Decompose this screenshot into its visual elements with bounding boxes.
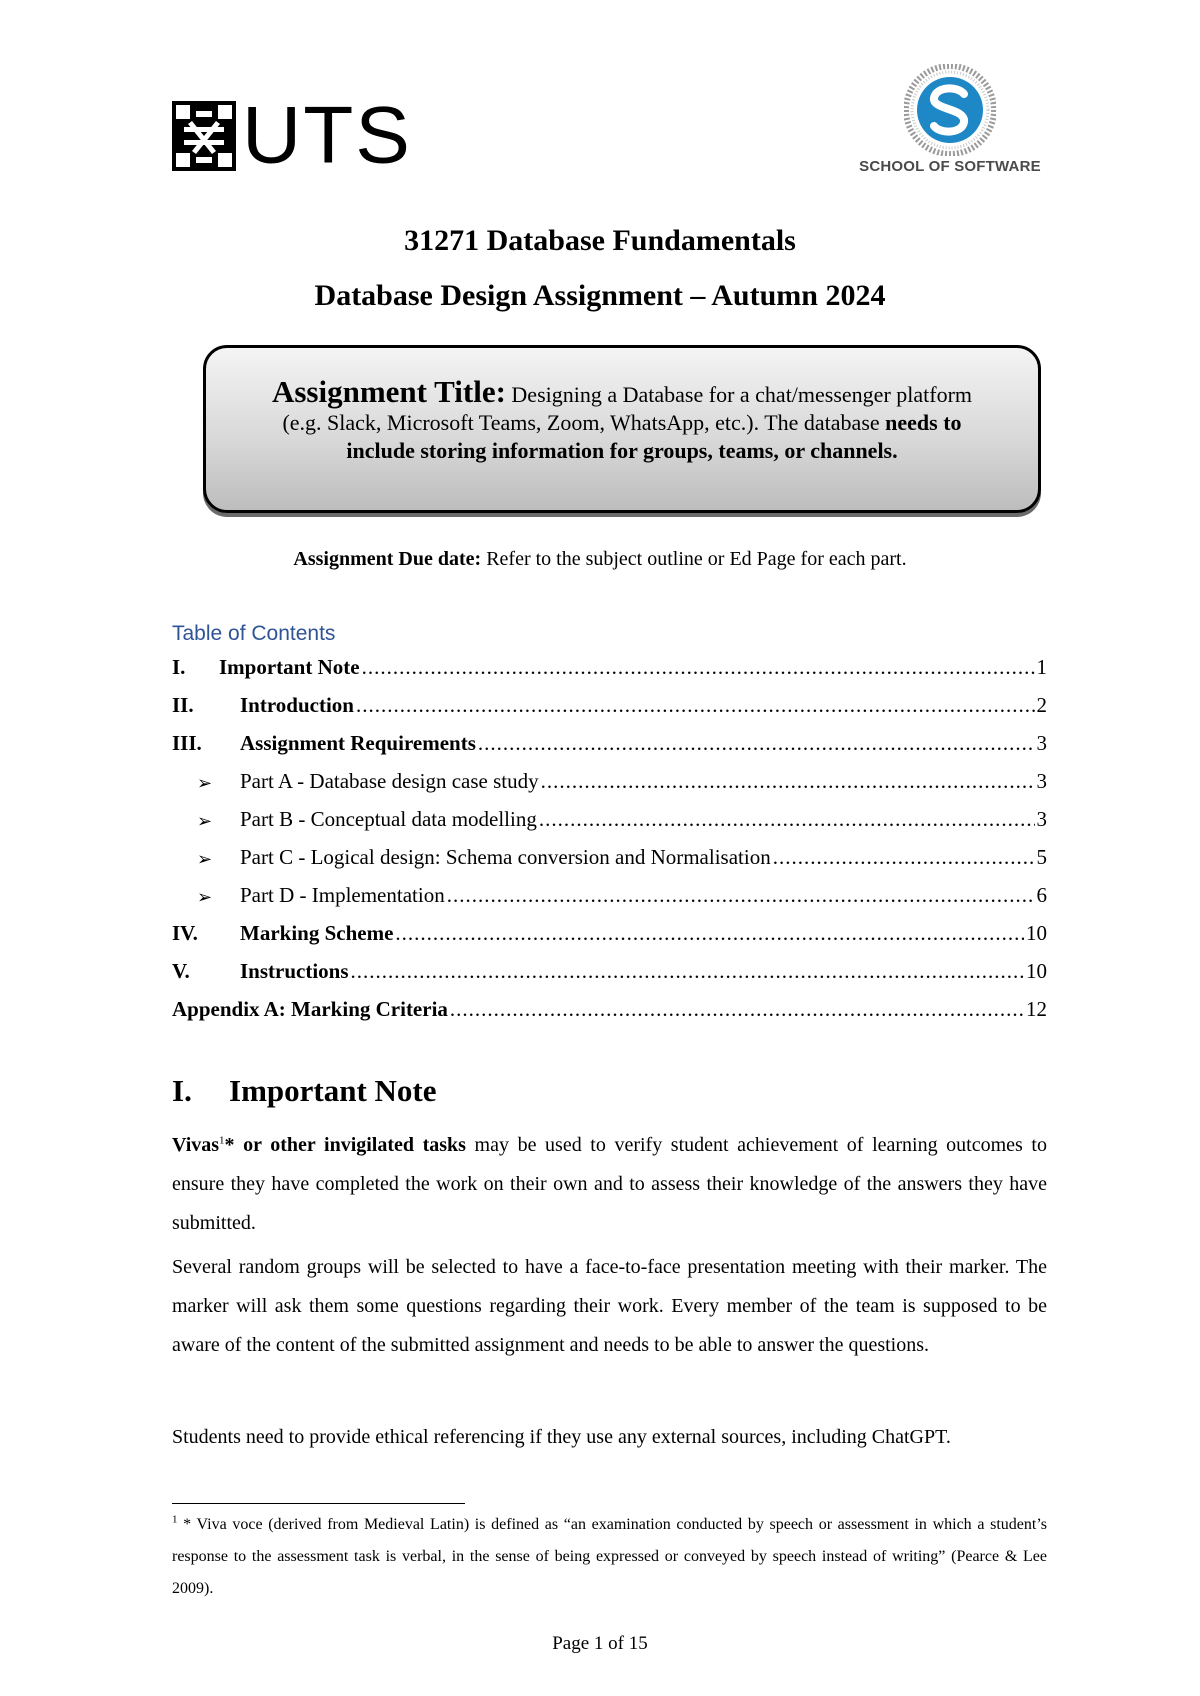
footnote [172,1509,1047,1605]
toc-entry[interactable] [172,990,1047,1022]
box-line-3: include storing information for groups, teams, or channels. [346,438,898,463]
toc-entry-page: 12 [1026,997,1047,1021]
toc-entry-label: Part A - Database design case study [240,769,539,793]
toc-leader-dots [356,693,1035,718]
course-title: 31271 Database Fundamentals [404,224,796,257]
toc-leader-dots [362,655,1035,680]
toc-entry[interactable] [172,914,1047,946]
uts-logo [172,90,412,181]
toc-leader-dots [450,997,1024,1022]
toc-entry[interactable] [197,762,1047,794]
toc-entry-label: Introduction [240,693,354,717]
arrow-bullet-icon: ➢ [197,811,213,832]
box-text-2-bold: needs to [885,410,962,435]
toc-entry-number: III. [172,731,202,755]
toc-entry-label: Instructions [240,959,349,983]
box-text-2: (e.g. Slack, Microsoft Teams, Zoom, WhatsApp, etc.). The database [282,410,886,435]
toc-entry-label: Marking Scheme [240,921,394,945]
toc-entry-page: 2 [1036,693,1047,717]
paragraph-text: may be used to verify student achievement of learning outcomes to ensure they have completed the work on their own and to assess their knowledge of the answers they have submitted. [172,1134,1047,1234]
school-of-software-label: SCHOOL OF SOFTWARE [859,158,1041,175]
box-heading: Assignment Title: [271,374,506,409]
due-date-label: Assignment Due date: [293,548,482,570]
box-line-2 [236,409,1008,437]
toc-entry-label: Appendix A: Marking Criteria [172,997,448,1021]
toc-entry[interactable] [172,724,1047,756]
paragraph-referencing: Students need to provide ethical referencing if they use any external sources, including ChatGPT. [172,1426,951,1448]
school-emblem-icon [904,64,996,156]
paragraph-vivas [172,1126,1047,1243]
toc-leader-dots [773,845,1035,870]
toc-leader-dots [447,883,1035,908]
toc-leader-dots [541,769,1035,794]
arrow-bullet-icon: ➢ [197,887,213,908]
uts-crest-icon [172,101,236,171]
footnote-text: * Viva voce (derived from Medieval Latin) is defined as “an examination conducted by speech or assessment in which a student’s response to the assessment task is verbal, in the sense of being expressed or conveyed by speech instead of writing” (Pearce & Lee 2009). [172,1516,1047,1597]
toc-entry[interactable] [197,838,1047,870]
toc-entry-page: 5 [1036,845,1047,869]
arrow-bullet-icon: ➢ [197,773,213,794]
toc-leader-dots [539,807,1035,832]
toc-entry-page: 3 [1036,769,1047,793]
toc-entry-label: Important Note [219,655,360,679]
paragraph-presentation: Several random groups will be selected to have a face-to-face presentation meeting with their marker. The marker will ask them some questions regarding their work. Every member of the team is supposed to be aware of the content of the submitted assignment and needs to be able to answer the questions. [172,1256,1047,1356]
toc-entry[interactable] [197,876,1047,908]
toc-leader-dots [478,731,1035,756]
toc-entry-page: 3 [1036,731,1047,755]
box-line-1 [236,374,1008,409]
toc-entry-page: 3 [1036,807,1047,831]
assignment-title-box [203,345,1041,513]
toc-entry[interactable] [172,952,1047,984]
footnote-marker: 1 [172,1513,178,1526]
toc-entry-page: 1 [1036,655,1047,679]
toc-entry-label: Assignment Requirements [240,731,476,755]
toc-entry-label: Part B - Conceptual data modelling [240,807,537,831]
vivas-term: Vivas [172,1134,220,1156]
toc-entry-number: I. [172,655,186,679]
toc-entry-number: IV. [172,921,198,945]
section-title: Important Note [229,1073,437,1108]
toc-entry[interactable] [172,648,1047,680]
toc-entry-number: II. [172,693,194,717]
toc-entry-page: 10 [1026,921,1047,945]
toc-leader-dots [395,921,1024,946]
footnote-ref[interactable]: 1 [219,1134,225,1147]
assignment-title: Database Design Assignment – Autumn 2024 [314,279,886,312]
toc-entry-number: V. [172,959,190,983]
toc-entry-page: 6 [1036,883,1047,907]
toc-heading: Table of Contents [172,622,336,645]
due-date-text: Refer to the subject outline or Ed Page for each part. [481,548,907,570]
section-heading-important-note [172,1073,437,1109]
page-number: Page 1 of 15 [552,1633,648,1654]
arrow-bullet-icon: ➢ [197,849,213,870]
toc-entry-label: Part D - Implementation [240,883,445,907]
invigilated-tasks-term: * or other invigilated tasks [224,1134,466,1156]
toc-entry-page: 10 [1026,959,1047,983]
footnote-separator [172,1503,465,1504]
toc-entry-label: Part C - Logical design: Schema conversion and Normalisation [240,845,771,869]
toc-leader-dots [351,959,1024,984]
school-of-software-logo [850,64,1050,174]
toc-entry[interactable] [172,686,1047,718]
uts-wordmark: UTS [242,90,412,181]
section-number: I. [172,1073,192,1108]
toc-entry[interactable] [197,800,1047,832]
due-date [0,548,1200,571]
box-text-1: Designing a Database for a chat/messenger platform [505,382,973,407]
